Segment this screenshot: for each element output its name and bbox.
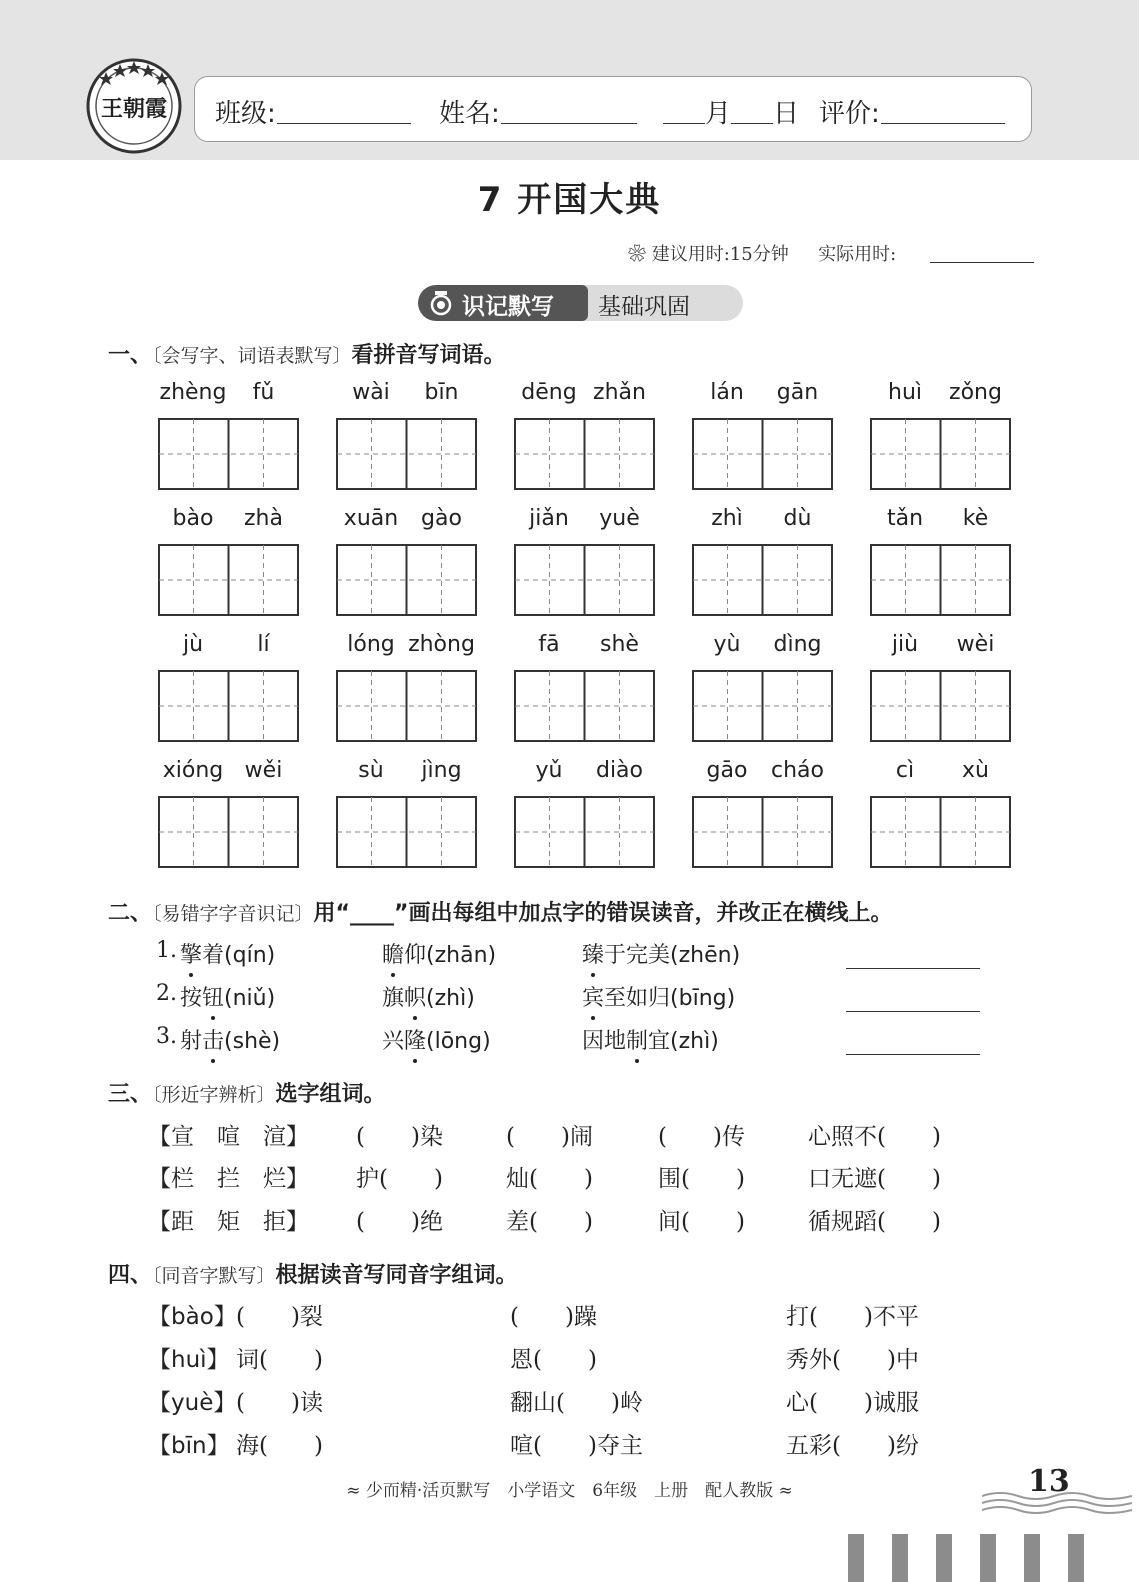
word-pinyin: (qín) <box>224 943 276 968</box>
word-pinyin: (zhì) <box>670 1029 719 1054</box>
pinyin-syllable: bīn <box>424 380 459 405</box>
dotted-char: 制 <box>626 1024 648 1055</box>
page-title: 7 开国大典 <box>477 180 662 220</box>
row-number: 2. <box>156 981 177 1006</box>
row-number: 3. <box>156 1024 177 1049</box>
actual-time-label: 实际用时: <box>818 244 897 265</box>
dotted-char: 瞻 <box>382 938 404 969</box>
pinyin-syllable: kè <box>962 506 989 531</box>
time-row <box>628 240 896 266</box>
pinyin-syllable: zhòng <box>408 632 475 657</box>
writing-grid[interactable] <box>514 670 655 742</box>
word-item <box>582 938 740 969</box>
section-4-heading <box>108 1258 518 1289</box>
fill-blank-word[interactable]: 间( ) <box>658 1209 745 1235</box>
dotted-char: 宾 <box>582 981 604 1012</box>
section-number: 二、 <box>108 901 153 926</box>
pinyin-syllable: tǎn <box>886 506 924 531</box>
dotted-char: 击 <box>202 1024 224 1055</box>
writing-grid[interactable] <box>870 670 1011 742</box>
banner-right-text: 基础巩固 <box>598 294 690 320</box>
writing-grid[interactable] <box>514 796 655 868</box>
section-tag: 〔易错字字音识记〕 <box>152 903 314 925</box>
pinyin-label: 【yuè】 <box>148 1390 237 1416</box>
writing-grid[interactable] <box>336 670 477 742</box>
section-number: 三、 <box>108 1082 153 1107</box>
pinyin-syllable: cháo <box>771 758 824 783</box>
name-label: 姓名: <box>439 99 500 129</box>
row-number: 1. <box>156 938 177 963</box>
dotted-char: 帜 <box>404 981 426 1012</box>
word-item <box>582 981 735 1012</box>
suggested-time: 建议用时:15分钟 <box>651 244 789 265</box>
word-pinyin: (zhì) <box>426 986 475 1011</box>
month-field[interactable] <box>663 123 705 124</box>
writing-grid[interactable] <box>870 418 1011 490</box>
word-prefix: 兴 <box>382 1029 405 1054</box>
pinyin-syllable: gào <box>421 506 462 531</box>
fill-blank-word[interactable]: ( )闹 <box>506 1124 593 1150</box>
fill-blank-word[interactable]: 喧( )夺主 <box>510 1433 643 1459</box>
answer-line[interactable] <box>846 1054 980 1055</box>
word-prefix: 射 <box>180 1029 203 1054</box>
pinyin-syllable: dù <box>783 506 812 531</box>
word-pinyin: (shè) <box>224 1029 281 1054</box>
writing-grid[interactable] <box>158 796 299 868</box>
pinyin-syllable: cì <box>895 758 915 783</box>
fill-blank-word[interactable]: 围( ) <box>658 1166 745 1192</box>
student-info-box <box>194 76 1032 142</box>
word-suffix: 至如归 <box>604 986 671 1011</box>
pinyin-syllable: zhǎn <box>593 380 646 405</box>
writing-grid[interactable] <box>514 418 655 490</box>
pinyin-syllable: huì <box>888 380 922 405</box>
dotted-char: 钮 <box>202 981 224 1012</box>
banner-left-text: 识记默写 <box>462 294 554 320</box>
section-3-heading <box>108 1077 386 1108</box>
writing-grid[interactable] <box>158 544 299 616</box>
pinyin-syllable: jù <box>182 632 204 657</box>
word-prefix: 按 <box>180 986 203 1011</box>
fill-blank-word[interactable]: 海( ) <box>236 1433 323 1459</box>
fill-blank-word[interactable]: 词( ) <box>236 1347 323 1373</box>
pinyin-syllable: jìng <box>421 758 462 783</box>
writing-grid[interactable] <box>692 544 833 616</box>
answer-line[interactable] <box>846 968 980 969</box>
word-suffix: 于完美 <box>604 943 671 968</box>
pinyin-syllable: fǔ <box>252 380 275 405</box>
word-item <box>180 938 275 969</box>
pinyin-syllable: dēng <box>521 380 577 405</box>
pinyin-syllable: fā <box>538 632 560 657</box>
fill-blank-word[interactable]: 口无遮( ) <box>808 1166 941 1192</box>
pinyin-syllable: sù <box>358 758 384 783</box>
name-field[interactable] <box>501 123 637 124</box>
pinyin-syllable: yuè <box>599 506 640 531</box>
month-label: 月 <box>705 99 732 129</box>
section-tag: 〔同音字默写〕 <box>152 1265 276 1287</box>
clover-icon: ❀ <box>628 244 646 265</box>
pinyin-syllable: diào <box>595 758 644 783</box>
section-instruction: 根据读音写同音字组词。 <box>275 1263 518 1288</box>
fill-blank-word[interactable]: 差( ) <box>506 1209 593 1235</box>
section-tag: 〔会写字、词语表默写〕 <box>152 345 352 367</box>
section-1-heading <box>108 338 506 369</box>
fill-blank-word[interactable]: 打( )不平 <box>786 1304 919 1330</box>
word-item <box>382 981 475 1012</box>
fill-blank-word[interactable]: 五彩( )纷 <box>786 1433 919 1459</box>
pinyin-syllable: bào <box>172 506 214 531</box>
char-group: 【栏 拦 烂】 <box>148 1166 309 1192</box>
word-item <box>382 938 496 969</box>
pinyin-syllable: xióng <box>162 758 224 783</box>
fill-blank-word[interactable]: 恩( ) <box>510 1347 597 1373</box>
word-item <box>582 1024 719 1055</box>
word-pinyin: (zhān) <box>426 943 497 968</box>
dotted-char: 隆 <box>404 1024 426 1055</box>
char-group: 【宣 喧 渲】 <box>148 1124 309 1150</box>
pinyin-syllable: shè <box>600 632 639 657</box>
writing-grid[interactable] <box>692 418 833 490</box>
fill-blank-word[interactable]: 护( ) <box>356 1166 443 1192</box>
pinyin-label: 【huì】 <box>148 1347 230 1373</box>
day-label: 日 <box>773 99 800 129</box>
fill-blank-word[interactable]: 心照不( ) <box>808 1124 941 1150</box>
word-item <box>180 1024 280 1055</box>
fill-blank-word[interactable]: ( )染 <box>356 1124 443 1150</box>
pinyin-syllable: zǒng <box>949 380 1002 405</box>
pinyin-syllable: lóng <box>347 632 395 657</box>
writing-grid[interactable] <box>514 544 655 616</box>
pinyin-syllable: yù <box>713 632 741 657</box>
section-number: 四、 <box>108 1263 153 1288</box>
rating-field[interactable] <box>881 123 1005 124</box>
pinyin-syllable: xuān <box>343 506 399 531</box>
section-instruction: 选字组词。 <box>275 1082 386 1107</box>
writing-grid[interactable] <box>870 796 1011 868</box>
fill-blank-word[interactable]: 灿( ) <box>506 1166 593 1192</box>
pinyin-syllable: lí <box>257 632 270 657</box>
footer-text: ≈ 少而精·活页默写 小学语文 6年级 上册 配人教版 ≈ <box>346 1481 793 1501</box>
fill-blank-word[interactable]: 翻山( )岭 <box>510 1390 643 1416</box>
section-instruction: 用“____”画出每组中加点字的错误读音，并改正在横线上。 <box>313 901 893 926</box>
logo-text: 王朝霞 <box>100 96 168 122</box>
writing-grid[interactable] <box>870 544 1011 616</box>
pinyin-syllable: zhèng <box>159 380 227 405</box>
word-pinyin: (bīng) <box>670 986 736 1011</box>
medal-icon <box>428 290 454 316</box>
brand-logo <box>86 58 182 154</box>
word-prefix: 旗 <box>382 986 405 1011</box>
pinyin-syllable: gān <box>776 380 819 405</box>
word-suffix: 宜 <box>648 1029 671 1054</box>
actual-time-field[interactable] <box>930 262 1034 263</box>
word-pinyin: (zhēn) <box>670 943 741 968</box>
pinyin-syllable: yǔ <box>535 758 563 783</box>
word-suffix: 仰 <box>404 943 427 968</box>
fill-blank-word[interactable]: 心( )诚服 <box>786 1390 919 1416</box>
char-group: 【距 矩 拒】 <box>148 1209 309 1235</box>
fill-blank-word[interactable]: ( )读 <box>236 1390 323 1416</box>
section-number: 一、 <box>108 343 153 368</box>
class-label: 班级: <box>215 99 276 129</box>
section-instruction: 看拼音写词语。 <box>351 343 506 368</box>
pinyin-label: 【bào】 <box>148 1304 237 1330</box>
pinyin-syllable: zhì <box>711 506 743 531</box>
word-item <box>180 981 275 1012</box>
pinyin-syllable: lán <box>710 380 744 405</box>
dotted-char: 臻 <box>582 938 604 969</box>
edge-tab-marks <box>848 1534 1098 1582</box>
writing-grid[interactable] <box>158 418 299 490</box>
fill-blank-word[interactable]: ( )绝 <box>356 1209 443 1235</box>
fill-blank-word[interactable]: 秀外( )中 <box>786 1347 919 1373</box>
class-field[interactable] <box>277 123 411 124</box>
pinyin-syllable: xù <box>962 758 989 783</box>
pinyin-syllable: zhà <box>244 506 283 531</box>
section-2-heading <box>108 896 892 927</box>
fill-blank-word[interactable]: ( )传 <box>658 1124 745 1150</box>
word-suffix: 着 <box>202 943 225 968</box>
fill-blank-word[interactable]: 循规蹈( ) <box>808 1209 941 1235</box>
dotted-char: 擎 <box>180 938 202 969</box>
fill-blank-word[interactable]: ( )躁 <box>510 1304 597 1330</box>
writing-grid[interactable] <box>336 544 477 616</box>
writing-grid[interactable] <box>692 670 833 742</box>
writing-grid[interactable] <box>336 796 477 868</box>
writing-grid[interactable] <box>336 418 477 490</box>
page-number: 13 <box>1028 1464 1070 1499</box>
wave-decoration <box>982 1490 1132 1514</box>
pinyin-syllable: wài <box>352 380 390 405</box>
day-field[interactable] <box>731 123 773 124</box>
pinyin-syllable: wèi <box>956 632 995 657</box>
pinyin-syllable: jiù <box>891 632 919 657</box>
pinyin-label: 【bīn】 <box>148 1433 230 1459</box>
writing-grid[interactable] <box>158 670 299 742</box>
pinyin-syllable: gāo <box>706 758 748 783</box>
fill-blank-word[interactable]: ( )裂 <box>236 1304 323 1330</box>
word-prefix: 因地 <box>582 1029 627 1054</box>
pinyin-syllable: dìng <box>773 632 822 657</box>
word-item <box>382 1024 491 1055</box>
answer-line[interactable] <box>846 1011 980 1012</box>
word-pinyin: (lōng) <box>426 1029 491 1054</box>
word-pinyin: (niǔ) <box>224 986 276 1011</box>
rating-label: 评价: <box>819 99 880 129</box>
pinyin-syllable: jiǎn <box>529 506 569 531</box>
writing-grid[interactable] <box>692 796 833 868</box>
pinyin-syllable: wěi <box>244 758 283 783</box>
section-tag: 〔形近字辨析〕 <box>152 1084 276 1106</box>
